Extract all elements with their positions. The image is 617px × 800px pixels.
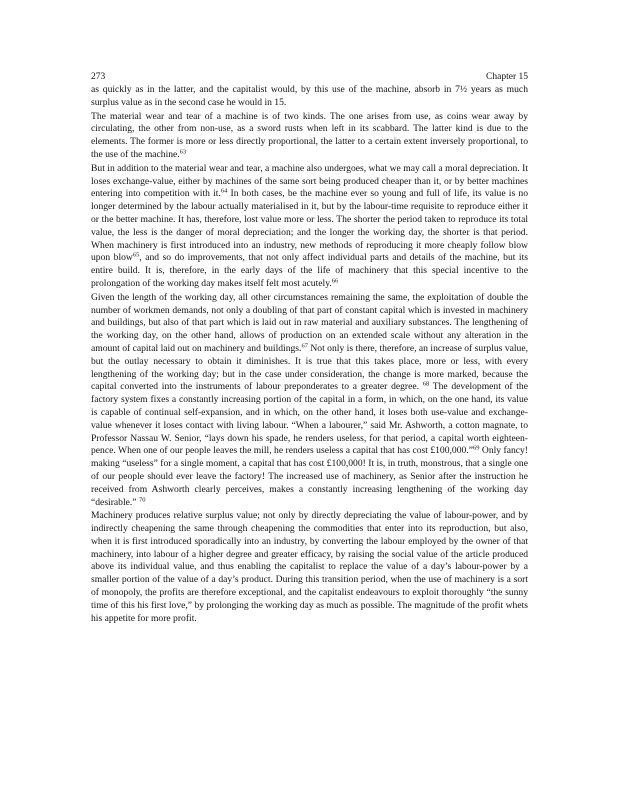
footnote-ref[interactable]: 68 (422, 380, 430, 388)
running-header (91, 71, 528, 83)
footnote-ref[interactable]: 70 (138, 496, 146, 503)
body-text (91, 84, 528, 626)
paragraph: as quickly as in the latter, and the capitalist would, by this use of the machine, absorb in 7½ years as much surplus value as in the second case he would in 15. (91, 84, 528, 108)
chapter-label: Chapter 15 (486, 72, 528, 82)
footnote-ref[interactable]: 67 (301, 342, 308, 350)
page-number: 273 (91, 72, 106, 82)
paragraph: Machinery produces relative surplus value; not only by directly depreciating the value of labour-power, and by indirectly cheapening the same through cheapening the commodities that enter into its reproduction, but also, when it is first introduced sporadically into an industry, by converting the labour employed by the owner of that machinery, into labour of a higher degree and greater efficacy, by raising the social value of the article produced above its individual value, and thus enabling the capitalist to replace the value of a day’s labour-power by a smaller portion of the value of a day’s product. During this transition period, when the use of machinery is a sort of monopoly, the profits are therefore exceptional, and the capitalist endeavours to exploit thoroughly “the sunny time of this his first love,” by prolonging the working day as much as possible. The magnitude of the profit whets his appetite for more profit. (91, 510, 528, 624)
footnote-ref[interactable]: 63 (179, 148, 187, 156)
paragraph: Given the length of the working day, all other circumstances remaining the same, the exploitation of double the number of workmen demands, not only a doubling of that part of constant capital which is invested in machinery and buildings, but also of that part which is laid out in raw material and auxiliary substances. The lengthening of the working day, on the other hand, allows of production on an extended scale without any alteration in the amount of capital laid out on machinery and buildings.$^{67}$ Not only is there, therefore, an increase of surplus value, but the outlay necessary to obtain it diminishes. It is true that this takes place, more or less, with every lengthening of the working day; but in the case under consideration, the change is more marked, because the capital converted into the instruments of labour preponderates to a greater degree. $^{68}$ The development of the factory system fixes a constantly increasing portion of the capital in a form, in which, on the one hand, its value is capable of continual self-expansion, and in which, on the other hand, it loses both use-value and exchange-value whenever it loses contact with living labour. “When a labourer,” said Mr. Ashworth, a cotton magnate, to Professor Nassau W. Senior, “lays down his spade, he renders useless, for that period, a capital worth eighteen-pence. When one of our people leaves the mill, he renders useless a capital that has cost £100,000.”$^{69}$ Only fancy! making “useless” for a single moment, a capital that has cost £100,000! It is, in truth, monstrous, that a single one of our people should ever leave the factory! The increased use of machinery, as Senior after the instruction he received from Ashworth clearly perceives, makes a constantly increasing lengthening of the working day “desirable.” $^{70}$ (91, 291, 528, 508)
footnote-ref[interactable]: 65 (132, 251, 140, 259)
paragraph: But in addition to the material wear and tear, a machine also undergoes, what we may call a moral depreciation. It loses exchange-value, either by machines of the same sort being produced cheaper than it, or by better machines entering into competition with it.$^{64}$ In both cases, be the machine ever so young and full of life, its value is no longer determined by the labour actually materialised in it, but by the labour-time requisite to reproduce either it or the better machine. It has, therefore, lost value more or less. The shorter the period taken to reproduce its total value, the less is the danger of moral depreciation; and the longer the working day, the shorter is that period. When machinery is first introduced into an industry, new methods of reproducing it more cheaply follow blow upon blow$^{65}$, and so do improvements, that not only affect individual parts and details of the machine, but its entire build. It is, therefore, in the early days of the life of machinery that this special incentive to the prolongation of the working day makes itself felt most acutely.$^{66}$ (91, 162, 528, 289)
paragraph: The material wear and tear of a machine is of two kinds. The one arises from use, as coins wear away by circulating, the other from non-use, as a sword rusts when left in its scabbard. The latter kind is due to the elements. The former is more or less directly proportional, the latter to a certain extent inversely proportional, to the use of the machine.$^{63}$ (91, 110, 528, 160)
footnote-ref[interactable]: 64 (220, 187, 228, 195)
footnote-ref[interactable]: 69 (472, 444, 480, 452)
footnote-ref[interactable]: 66 (331, 277, 339, 285)
